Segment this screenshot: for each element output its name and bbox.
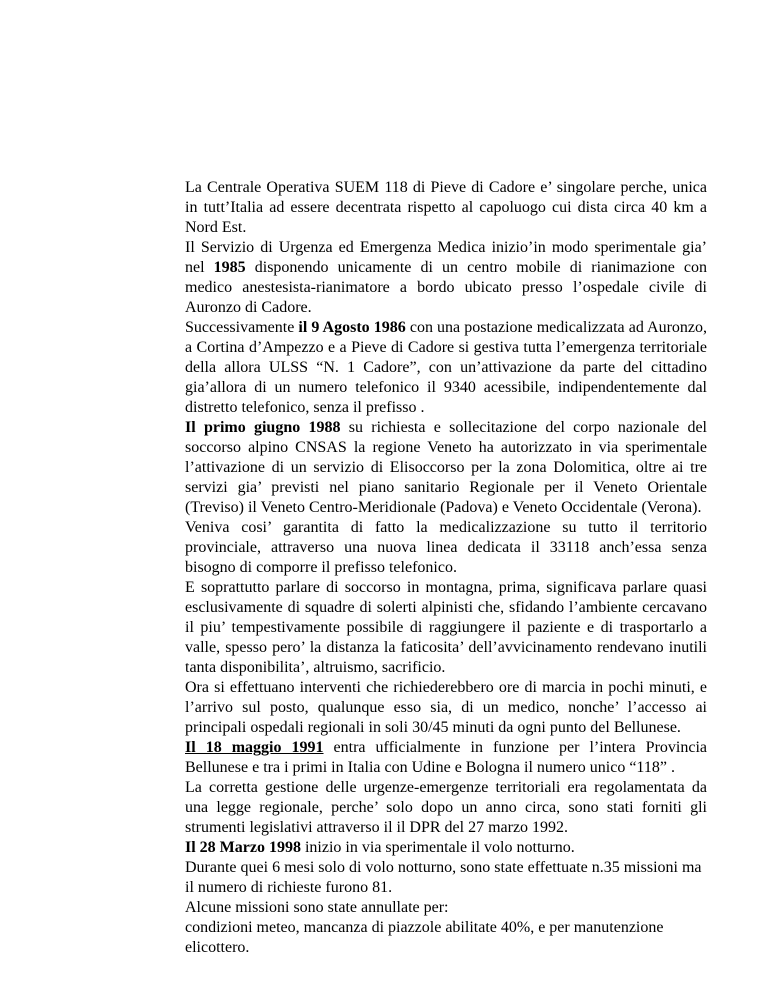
text-soccorso-montagna: E soprattutto parlare di soccorso in montagna, prima, significava parlare quasi esclusivamente di squadre di solerti alpinisti che, sfidando l’ambiente cercavano il piu’ tempestivamente possibile di raggiungere il paziente e di trasportarlo a valle, spesso pero’ la distanza la faticosita’ dell’avvicinamento rendevano inutili tanta disponibilita’, altruismo, sacrificio. — [185, 579, 707, 676]
date-1998: Il 28 Marzo 1998 — [185, 839, 301, 856]
paragraph-1998 — [185, 838, 707, 858]
date-1991: Il 18 maggio 1991 — [185, 739, 324, 756]
date-1988: Il primo giugno 1988 — [185, 419, 341, 436]
paragraph-soccorso-montagna — [185, 578, 707, 678]
text-1985-lead: Il Servizio di Urgenza ed Emergenza Medica inizio’in modo sperimentale gia’ nel — [185, 239, 707, 276]
paragraph-gestione — [185, 778, 707, 838]
text-annullate: Alcune missioni sono state annullate per: — [185, 899, 449, 916]
text-1998-body: inizio in via sperimentale il volo notturno. — [300, 839, 575, 856]
text-missioni: Durante quei 6 mesi solo di volo notturno, sono state effettuate n.35 missioni ma il numero di richieste furono 81. — [185, 859, 702, 896]
paragraph-missioni — [185, 858, 707, 898]
text-1985-body: disponendo unicamente di un centro mobile di rianimazione con medico anestesista-rianimatore a bordo ubicato presso l’ospedale civile di Auronzo di Cadore. — [185, 259, 708, 316]
date-1986: il 9 Agosto 1986 — [298, 319, 406, 336]
year-1985: 1985 — [213, 259, 246, 276]
paragraph-annullate — [185, 898, 707, 918]
text-condizioni: condizioni meteo, mancanza di piazzole abilitate 40%, e per manutenzione elicottero. — [185, 919, 664, 956]
text-interventi: Ora si effettuano interventi che richiederebbero ore di marcia in pochi minuti, e l’arrivo sul posto, qualunque esso sia, di un medico, nonche’ l’accesso ai principali ospedali regionali in soli 30/45 minuti da ogni punto del Bellunese. — [185, 679, 707, 736]
paragraph-1985 — [185, 238, 707, 318]
paragraph-condizioni — [185, 918, 707, 958]
paragraph-interventi — [185, 678, 707, 738]
paragraph-medicalizzazione — [185, 518, 707, 578]
document-body — [185, 178, 707, 958]
paragraph-1988 — [185, 418, 707, 518]
text-1991-body: entra ufficialmente in funzione per l’intera Provincia Bellunese e tra i primi in Italia con Udine e Bologna il numero unico “118” . — [185, 739, 708, 776]
text-gestione: La corretta gestione delle urgenze-emergenze territoriali era regolamentata da una legge regionale, perche’ solo dopo un anno circa, sono stati forniti gli strumenti legislativi attraverso il il DPR del 27 marzo 1992. — [185, 779, 707, 836]
paragraph-1986 — [185, 318, 707, 418]
paragraph-intro — [185, 178, 707, 238]
text-intro: La Centrale Operativa SUEM 118 di Pieve di Cadore e’ singolare perche, unica in tutt’Italia ad essere decentrata rispetto al capoluogo cui dista circa 40 km a Nord Est. — [185, 179, 707, 236]
paragraph-1991 — [185, 738, 707, 778]
text-1988-body: su richiesta e sollecitazione del corpo nazionale del soccorso alpino CNSAS la regione Veneto ha autorizzato in via sperimentale l’attivazione di un servizio di Elisoccorso per la zona Dolomitica, oltre ai tre servizi gia’ previsti nel piano sanitario Regionale per il Veneto Orientale (Treviso) il Veneto Centro-Meridionale (Padova) e Veneto Occidentale (Verona). — [185, 419, 708, 516]
text-1986-lead: Successivamente — [185, 319, 299, 336]
text-medicalizzazione: Veniva cosi’ garantita di fatto la medicalizzazione su tutto il territorio provinciale, attraverso una nuova linea dedicata il 33118 anch’essa senza bisogno di comporre il prefisso telefonico. — [185, 519, 707, 576]
text-1986-body: con una postazione medicalizzata ad Auronzo, a Cortina d’Ampezzo e a Pieve di Cadore si gestiva tutta l’emergenza territoriale della allora ULSS “N. 1 Cadore”, con un’attivazione da parte del cittadino gia’allora di un numero telefonico il 9340 acessibile, indipendentemente dal distretto telefonico, senza il prefisso . — [185, 319, 708, 416]
